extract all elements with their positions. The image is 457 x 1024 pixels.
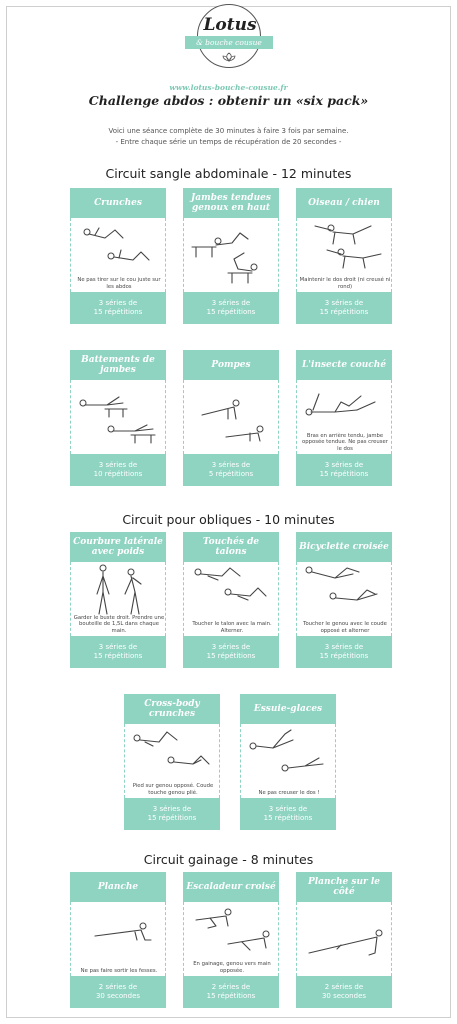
reps-label: 15 répétitions (319, 308, 369, 316)
bird-dog-figure-icon (301, 220, 387, 272)
exercise-note: En gainage, genou vers main opposée. (193, 961, 271, 974)
exercise-sets (296, 976, 392, 1008)
reps-label: 15 répétitions (147, 814, 197, 822)
exercise-sets (183, 976, 279, 1008)
exercise-name: Crunches (70, 188, 166, 218)
exercise-name: Bicyclette croisée (296, 532, 392, 562)
reps-label: 30 secondes (95, 992, 141, 1000)
section-title-gainage: Circuit gainage - 8 minutes (143, 852, 314, 867)
exercise-note: Toucher le genou avec le coude opposé et alterner (303, 621, 387, 634)
reps-label: 15 répétitions (319, 470, 369, 478)
exercise-note: Garder le buste droit. Prendre une bouteille de 1,5L dans chaque main. (73, 614, 165, 634)
logo-name: Lotus (203, 15, 257, 35)
exercise-sets (70, 636, 166, 668)
exercise-sets (183, 454, 279, 486)
exercise-name: L'insecte couché (296, 350, 392, 380)
sets-label: 3 séries de (324, 643, 364, 651)
reps-label: 10 répétitions (93, 470, 143, 478)
exercise-note: Maintenir le dos droit (ni creusé ni rond) (299, 277, 391, 290)
exercise-sets (70, 292, 166, 324)
exercise-sets (183, 292, 279, 324)
side-plank-figure-icon (301, 904, 387, 974)
card-body (70, 562, 166, 636)
exercise-card (296, 350, 392, 486)
exercise-sets (296, 636, 392, 668)
card-body (183, 902, 279, 976)
reps-label: 5 répétitions (208, 470, 254, 478)
exercise-card (296, 872, 392, 1008)
card-body (70, 902, 166, 976)
exercise-card (296, 188, 392, 324)
exercise-card (70, 188, 166, 324)
sets-label: 3 séries de (98, 299, 138, 307)
sets-label: 3 séries de (324, 461, 364, 469)
exercise-sets (124, 798, 220, 830)
exercise-card (70, 872, 166, 1008)
exercise-note: Pied sur genou opposé. Coude touche genou plié. (132, 783, 214, 796)
card-body (70, 218, 166, 292)
page-title: Challenge abdos : obtenir un «six pack» (88, 93, 369, 108)
reps-label: 30 secondes (321, 992, 367, 1000)
exercise-card (70, 350, 166, 486)
card-body (183, 562, 279, 636)
card-body (296, 218, 392, 292)
exercise-name: Cross-body crunches (124, 694, 220, 724)
exercise-name: Pompes (183, 350, 279, 380)
exercise-name: Touchés de talons (183, 532, 279, 562)
exercise-sets (70, 454, 166, 486)
sets-label: 3 séries de (152, 805, 192, 813)
mountain-climber-figure-icon (188, 904, 274, 956)
exercise-card (183, 350, 279, 486)
exercise-name: Essuie-glaces (240, 694, 336, 724)
exercise-sets (240, 798, 336, 830)
exercise-note: Bras en arrière tendu, jambe opposée tendue. Ne pas creuser le dos (302, 432, 388, 452)
exercise-card (183, 532, 279, 668)
lotus-flower-icon (222, 52, 236, 62)
pushup-figure-icon (188, 382, 274, 452)
heel-touch-figure-icon (188, 564, 274, 616)
card-body (296, 380, 392, 454)
sets-label: 3 séries de (211, 461, 251, 469)
card-body (296, 902, 392, 976)
card-body (124, 724, 220, 798)
sets-label: 2 séries de (211, 983, 251, 991)
exercise-name: Escaladeur croisé (183, 872, 279, 902)
sets-label: 3 séries de (98, 643, 138, 651)
sets-label: 2 séries de (324, 983, 364, 991)
sets-label: 3 séries de (268, 805, 308, 813)
exercise-name: Oiseau / chien (296, 188, 392, 218)
sets-label: 3 séries de (211, 643, 251, 651)
reps-label: 15 répétitions (93, 308, 143, 316)
exercise-sets (183, 636, 279, 668)
exercise-card (70, 532, 166, 668)
bicycle-crunch-figure-icon (301, 564, 387, 616)
dead-bug-figure-icon (301, 382, 387, 434)
card-body (240, 724, 336, 798)
reps-label: 15 répétitions (206, 308, 256, 316)
cross-body-figure-icon (129, 726, 215, 778)
crunch-figure-icon (75, 220, 161, 272)
exercise-name: Courbure latérale avec poids (70, 532, 166, 562)
exercise-card (183, 872, 279, 1008)
side-bend-figure-icon (75, 564, 161, 616)
exercise-card (183, 188, 279, 324)
site-url: www.lotus-bouche-cousue.fr (169, 83, 288, 92)
exercise-note: Ne pas creuser le dos ! (258, 789, 320, 796)
logo-tagline: & bouche cousue (185, 36, 273, 49)
exercise-note: Ne pas faire sortir les fesses. (80, 967, 158, 974)
card-body (296, 562, 392, 636)
reps-label: 15 répétitions (206, 652, 256, 660)
exercise-sets (70, 976, 166, 1008)
reps-label: 15 répétitions (93, 652, 143, 660)
exercise-name: Planche sur le côté (296, 872, 392, 902)
exercise-name: Jambes tendues genoux en haut (183, 188, 279, 218)
exercise-card (240, 694, 336, 830)
card-body (183, 380, 279, 454)
card-body (183, 218, 279, 292)
section-title-obliques: Circuit pour obliques - 10 minutes (122, 512, 335, 527)
exercise-note: Ne pas tirer sur le cou juste sur les abdos (77, 277, 161, 290)
exercise-sets (296, 454, 392, 486)
exercise-card (124, 694, 220, 830)
reps-label: 15 répétitions (263, 814, 313, 822)
exercise-card (296, 532, 392, 668)
logo (0, 4, 457, 84)
card-body (70, 380, 166, 454)
recovery-note: - Entre chaque série un temps de récupération de 20 secondes - (115, 138, 342, 146)
reps-label: 15 répétitions (319, 652, 369, 660)
exercise-note: Toucher le talon avec la main. Alterner. (192, 621, 272, 634)
flutter-kick-figure-icon (75, 382, 161, 452)
windshield-wiper-figure-icon (245, 726, 331, 778)
sets-label: 3 séries de (98, 461, 138, 469)
leg-raise-figure-icon (188, 220, 274, 290)
sets-label: 3 séries de (324, 299, 364, 307)
sets-label: 3 séries de (211, 299, 251, 307)
intro-text: Voici une séance complète de 30 minutes à faire 3 fois par semaine. (108, 127, 349, 135)
sets-label: 2 séries de (98, 983, 138, 991)
exercise-sets (296, 292, 392, 324)
section-title-abdominal: Circuit sangle abdominale - 12 minutes (105, 166, 352, 181)
plank-figure-icon (75, 904, 161, 956)
exercise-name: Planche (70, 872, 166, 902)
reps-label: 15 répétitions (206, 992, 256, 1000)
exercise-name: Battements de jambes (70, 350, 166, 380)
